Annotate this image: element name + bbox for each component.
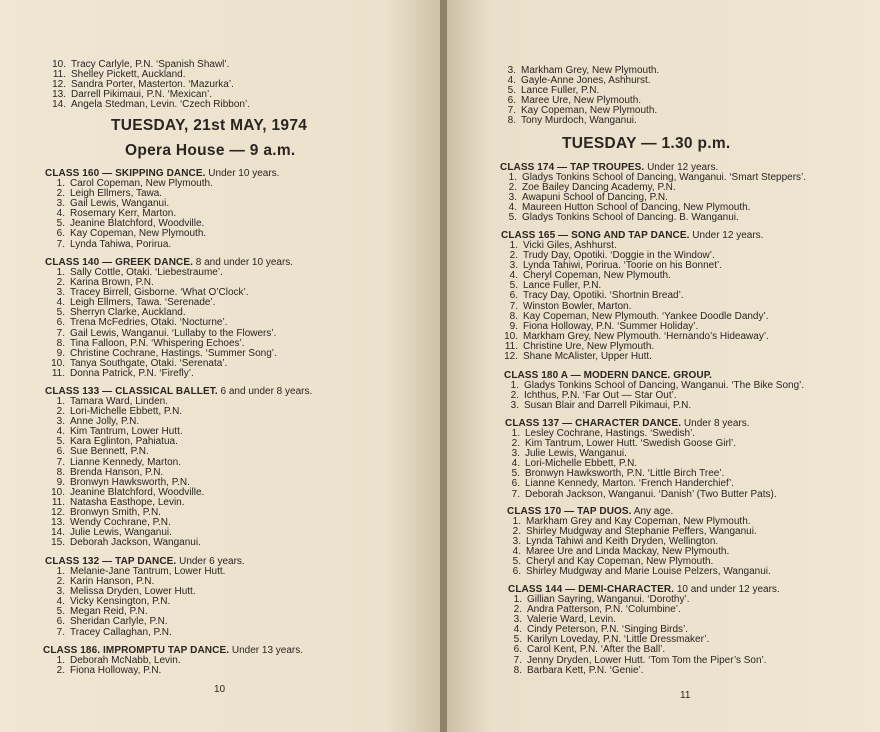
class-174: [500, 160, 806, 223]
class-132: [45, 554, 245, 638]
session-heading: TUESDAY — 1.30 p.m.: [562, 135, 731, 152]
entry: 7. Deborah Jackson, Wanganui. ‘Danish’ (Two Butter Pats).: [511, 488, 777, 500]
entry: 6. Sheridan Carlyle, P.N.: [56, 616, 168, 628]
entry: 9. Bronwyn Hawksworth, P.N.: [56, 476, 190, 488]
list-item: 12. Sandra Porter, Masterton. ‘Mazurka’.: [52, 79, 234, 91]
entry: 1. Gladys Tonkins School of Dancing, Wanganui. ‘Smart Steppers’.: [508, 172, 807, 183]
class-133: [45, 384, 312, 548]
list-item: 13. Darrell Pikimaui, P.N. ‘Mexican’.: [52, 89, 212, 101]
entry: 3. Tracey Birrell, Gisborne. ‘What O’Clock’.: [56, 287, 249, 299]
entry: 5. Sherryn Clarke, Auckland.: [56, 307, 186, 319]
entry: 1. Melanie-Jane Tantrum, Lower Hutt.: [56, 566, 226, 577]
entry: 2. Shirley Mudgway and Stephanie Peffers, Wanganui.: [512, 526, 757, 538]
entry: 3. Melissa Dryden, Lower Hutt.: [56, 586, 196, 598]
class-heading: CLASS 186. IMPROMPTU TAP DANCE. Under 13 years.: [43, 645, 304, 656]
entry: 1. Gladys Tonkins School of Dancing, Wanganui. ‘The Bike Song’.: [510, 380, 805, 391]
class-heading: CLASS 137 — CHARACTER DANCE. Under 8 years.: [505, 418, 750, 429]
entry: 8. Barbara Kett, P.N. ‘Genie’.: [513, 664, 644, 676]
page-number: 10: [214, 684, 226, 695]
right-page: [447, 0, 880, 732]
entry: 2. Leigh Ellmers, Tawa.: [56, 188, 163, 200]
entry: 11. Christine Ure, New Plymouth.: [504, 340, 655, 352]
entry: 3. Valerie Ward, Levin.: [513, 614, 616, 626]
entry: 6. Kay Copeman, New Plymouth.: [56, 228, 207, 240]
entry: 6. Carol Kent, P.N. ‘After the Ball’.: [513, 644, 666, 656]
entry: 7. Gail Lewis, Wanganui. ‘Lullaby to the Flowers’.: [56, 327, 277, 339]
list-item: 11. Shelley Pickett, Auckland.: [52, 69, 186, 81]
entry: 1. Markham Grey and Kay Copeman, New Plymouth.: [512, 516, 751, 527]
entry: 4. Rosemary Kerr, Marton.: [56, 208, 177, 220]
class-heading: CLASS 170 — TAP DUOS. Any age.: [507, 506, 674, 517]
entry: 7. Winston Bowler, Marton.: [509, 300, 632, 312]
list-item: 8. Tony Murdoch, Wanganui.: [507, 115, 637, 127]
entry: 9. Fiona Holloway, P.N. ‘Summer Holiday’.: [509, 320, 699, 332]
entry: 3. Susan Blair and Darrell Pikimaui, P.N.: [510, 400, 692, 412]
book-gutter: [440, 0, 447, 732]
entry: 4. Lori-Michelle Ebbett, P.N.: [511, 458, 638, 470]
entry: 4. Maureen Hutton School of Dancing, New Plymouth.: [508, 202, 751, 214]
entry: 5. Gladys Tonkins School of Dancing. B. Wanganui.: [508, 212, 739, 224]
entry: 6. Sue Bennett, P.N.: [56, 446, 149, 458]
entry: 1. Lesley Cochrane, Hastings. ‘Swedish’.: [511, 428, 696, 439]
entry: 1. Gillian Sayring, Wanganui. ‘Dorothy’.: [513, 594, 690, 605]
entry: 1. Deborah McNabb, Levin.: [56, 655, 181, 666]
entry: 2. Lori-Michelle Ebbett, P.N.: [56, 406, 183, 418]
entry: 15. Deborah Jackson, Wanganui.: [51, 537, 201, 549]
entry: 8. Brenda Hanson, P.N.: [56, 466, 164, 478]
page-number: 11: [680, 690, 691, 701]
entry: 12. Bronwyn Smith, P.N.: [51, 507, 161, 519]
entry: 8. Tina Falloon, P.N. ‘Whispering Echoes’.: [56, 337, 245, 349]
entry: 5. Jeanine Blatchford, Woodville.: [56, 218, 205, 230]
class-heading: CLASS 133 — CLASSICAL BALLET. 6 and under 8 years.: [45, 386, 313, 397]
right-top-list: [502, 66, 659, 127]
class-180a: [504, 368, 804, 411]
entry: 2. Karina Brown, P.N.: [56, 277, 154, 289]
class-heading: CLASS 132 — TAP DANCE. Under 6 years.: [45, 556, 245, 567]
list-item: 4. Gayle-Anne Jones, Ashhurst.: [507, 75, 651, 87]
class-heading: CLASS 165 — SONG AND TAP DANCE. Under 12 years.: [501, 230, 764, 241]
entry: 11. Natasha Easthope, Levin.: [51, 496, 185, 508]
class-heading: CLASS 144 — DEMI-CHARACTER. 10 and under 12 years.: [508, 584, 780, 595]
class-heading: CLASS 174 — TAP TROUPES. Under 12 years.: [500, 162, 719, 173]
class-heading: CLASS 140 — GREEK DANCE. 8 and under 10 years.: [45, 257, 294, 268]
class-heading: CLASS 180 A — MODERN DANCE. GROUP.: [504, 370, 713, 381]
entry: 11. Donna Patrick, P.N. ‘Firefly’.: [51, 367, 194, 379]
entry: 1. Vicki Giles, Ashhurst.: [509, 240, 617, 251]
entry: 4. Cheryl Copeman, New Plymouth.: [509, 270, 671, 282]
venue-heading: Opera House — 9 a.m.: [125, 142, 296, 159]
list-item: 7. Kay Copeman, New Plymouth.: [507, 105, 658, 117]
entry: 2. Kim Tantrum, Lower Hutt. ‘Swedish Goose Girl’.: [511, 438, 737, 450]
entry: 3. Lynda Tahiwi and Keith Dryden, Wellington.: [512, 536, 719, 548]
entry: 6. Shirley Mudgway and Marie Louise Pelzers, Wanganui.: [512, 566, 771, 578]
entry: 6. Tracy Day, Opotiki. ‘Shortnin Bread’.: [509, 290, 684, 302]
entry: 2. Zoe Bailey Dancing Academy, P.N.: [508, 182, 676, 194]
entry: 5. Kara Eglinton, Pahiatua.: [56, 436, 178, 448]
list-item: 6. Maree Ure, New Plymouth.: [507, 95, 642, 107]
entry: 7. Tracey Callaghan, P.N.: [56, 626, 172, 638]
entry: 10. Jeanine Blatchford, Woodville.: [51, 486, 205, 498]
class-140: [45, 255, 293, 379]
entry: 7. Lianne Kennedy, Marton.: [56, 456, 182, 468]
entry: 4. Cindy Peterson, P.N. ‘Singing Birds’.: [513, 624, 689, 636]
entry: 3. Julie Lewis, Wanganui.: [511, 448, 627, 460]
class-170: [507, 504, 771, 578]
class-186: [43, 643, 303, 676]
entry: 6. Trena McFedries, Otaki. ‘Nocturne’.: [56, 317, 228, 329]
entry: 4. Vicky Kensington, P.N.: [56, 596, 171, 608]
entry: 4. Kim Tantrum, Lower Hutt.: [56, 426, 183, 438]
class-165: [501, 228, 769, 362]
entry: 13. Wendy Cochrane, P.N.: [51, 517, 171, 529]
entry: 1. Carol Copeman, New Plymouth.: [56, 178, 213, 189]
list-item: 5. Lance Fuller, P.N.: [507, 85, 600, 97]
entry: 3. Lynda Tahiwi, Porirua. ‘Toorie on his Bonnet’.: [509, 260, 723, 272]
entry: 14. Julie Lewis, Wanganui.: [51, 527, 172, 539]
entry: 2. Karin Hanson, P.N.: [56, 576, 155, 588]
entry: 8. Kay Copeman, New Plymouth. ‘Yankee Doodle Dandy’.: [509, 310, 769, 322]
list-item: 3. Markham Grey, New Plymouth.: [507, 65, 660, 76]
entry: 1. Sally Cottle, Otaki. ‘Liebestraume’.: [56, 267, 223, 278]
entry: 2. Andra Patterson, P.N. ‘Columbine’.: [513, 604, 681, 616]
entry: 3. Anne Jolly, P.N.: [56, 416, 140, 428]
entry: 1. Tamara Ward, Linden.: [56, 396, 169, 407]
entry: 12. Shane McAlister, Upper Hutt.: [504, 351, 652, 363]
entry: 10. Markham Grey, New Plymouth. ‘Hernando’s Hideaway’.: [504, 330, 769, 342]
entry: 2. Fiona Holloway, P.N.: [56, 665, 162, 677]
entry: 10. Tanya Southgate, Otaki. ‘Serenata’.: [51, 357, 228, 369]
entry: 5. Megan Reid, P.N.: [56, 606, 148, 618]
entry: 3. Gail Lewis, Wanganui.: [56, 198, 170, 210]
class-137: [505, 416, 777, 500]
entry: 2. Ichthus, P.N. ‘Far Out — Star Out’.: [510, 390, 677, 402]
entry: 5. Karilyn Loveday, P.N. ‘Little Dressmaker’.: [513, 634, 710, 646]
class-160: [45, 166, 279, 250]
entry: 5. Lance Fuller, P.N.: [509, 280, 602, 292]
entry: 7. Lynda Tahiwa, Porirua.: [56, 238, 172, 250]
entry: 3. Awapuni School of Dancing, P.N.: [508, 192, 668, 204]
entry: 6. Lianne Kennedy, Marton. ‘French Handerchief’.: [511, 478, 735, 490]
date-heading: TUESDAY, 21st MAY, 1974: [111, 117, 308, 134]
entry: 5. Cheryl and Kay Copeman, New Plymouth.: [512, 556, 714, 568]
entry: 4. Maree Ure and Linda Mackay, New Plymouth.: [512, 546, 730, 558]
list-item: 10. Tracy Carlyle, P.N. ‘Spanish Shawl’.: [52, 59, 230, 70]
entry: 9. Christine Cochrane, Hastings. ‘Summer Song’.: [56, 347, 277, 359]
entry: 2. Trudy Day, Opotiki. ‘Doggie in the Window’.: [509, 250, 715, 262]
class-144: [508, 582, 780, 676]
entry: 5. Bronwyn Hawksworth, P.N. ‘Little Birch Tree’.: [511, 468, 725, 480]
class-heading: CLASS 160 — SKIPPING DANCE. Under 10 years.: [45, 168, 280, 179]
left-top-list: [52, 60, 250, 110]
list-item: 14. Angela Stedman, Levin. ‘Czech Ribbon’.: [52, 99, 250, 111]
entry: 4. Leigh Ellmers, Tawa. ‘Serenade’.: [56, 297, 216, 309]
entry: 7. Jenny Dryden, Lower Hutt. ‘Tom Tom the Piper’s Son’.: [513, 654, 767, 666]
